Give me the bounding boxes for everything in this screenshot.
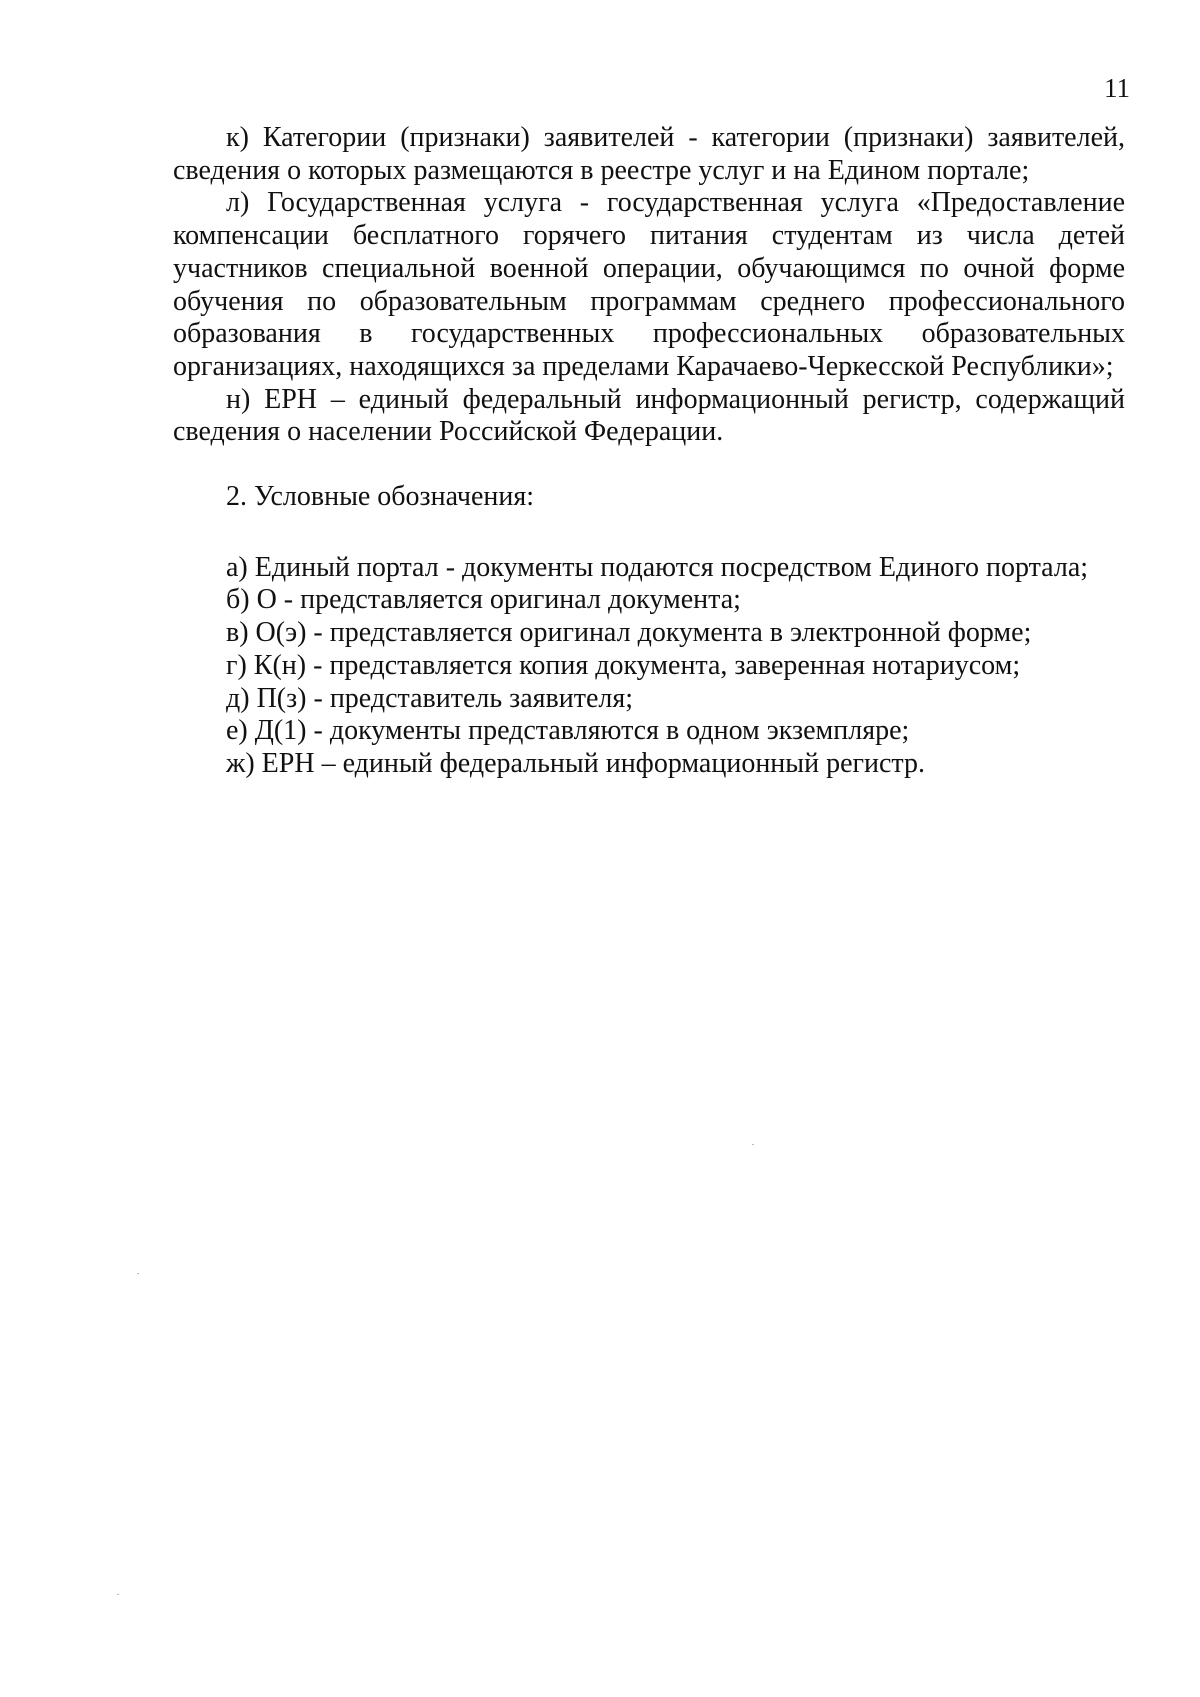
legend-item-b: б) О - представляется оригинал документа; <box>226 584 741 616</box>
legend-list <box>173 552 1125 781</box>
legend-item-d: д) П(з) - представитель заявителя; <box>226 682 634 714</box>
document-body <box>173 122 1125 781</box>
section-title: 2. Условные обозначения: <box>226 481 535 513</box>
legend-item-g: г) К(н) - представляется копия документа, заверенная нотариусом; <box>226 649 1021 681</box>
legend-item-a: а) Единый портал - документы подаются посредством Единого портала; <box>226 551 1089 583</box>
scan-speck <box>752 1144 754 1145</box>
legend-item-e: е) Д(1) - документы представляются в одном экземпляре; <box>226 715 910 747</box>
scan-speck <box>117 1594 119 1595</box>
page-number: 11 <box>1104 73 1130 103</box>
legend-item-v: в) О(э) - представляется оригинал документа в электронной форме; <box>226 617 1032 649</box>
scan-speck <box>137 1273 139 1274</box>
definition-n: н) ЕРН – единый федеральный информационный регистр, содержащий сведения о населении Российской Федерации. <box>173 383 1125 448</box>
legend-item-zh: ж) ЕРН – единый федеральный информационный регистр. <box>226 747 925 779</box>
definition-l: л) Государственная услуга - государственная услуга «Предоставление компенсации бесплатного горячего питания студентам из числа детей участников специальной военной операции, обучающимся по очной форме обучения по образовательным программам среднего профессионального образования в государственных профессиональных образовательных организациях, находящихся за пределами Карачаево-Черкесской Республики»; <box>173 187 1125 382</box>
definition-k: к) Категории (признаки) заявителей - категории (признаки) заявителей, сведения о которых размещаются в реестре услуг и на Едином портале; <box>173 122 1125 186</box>
